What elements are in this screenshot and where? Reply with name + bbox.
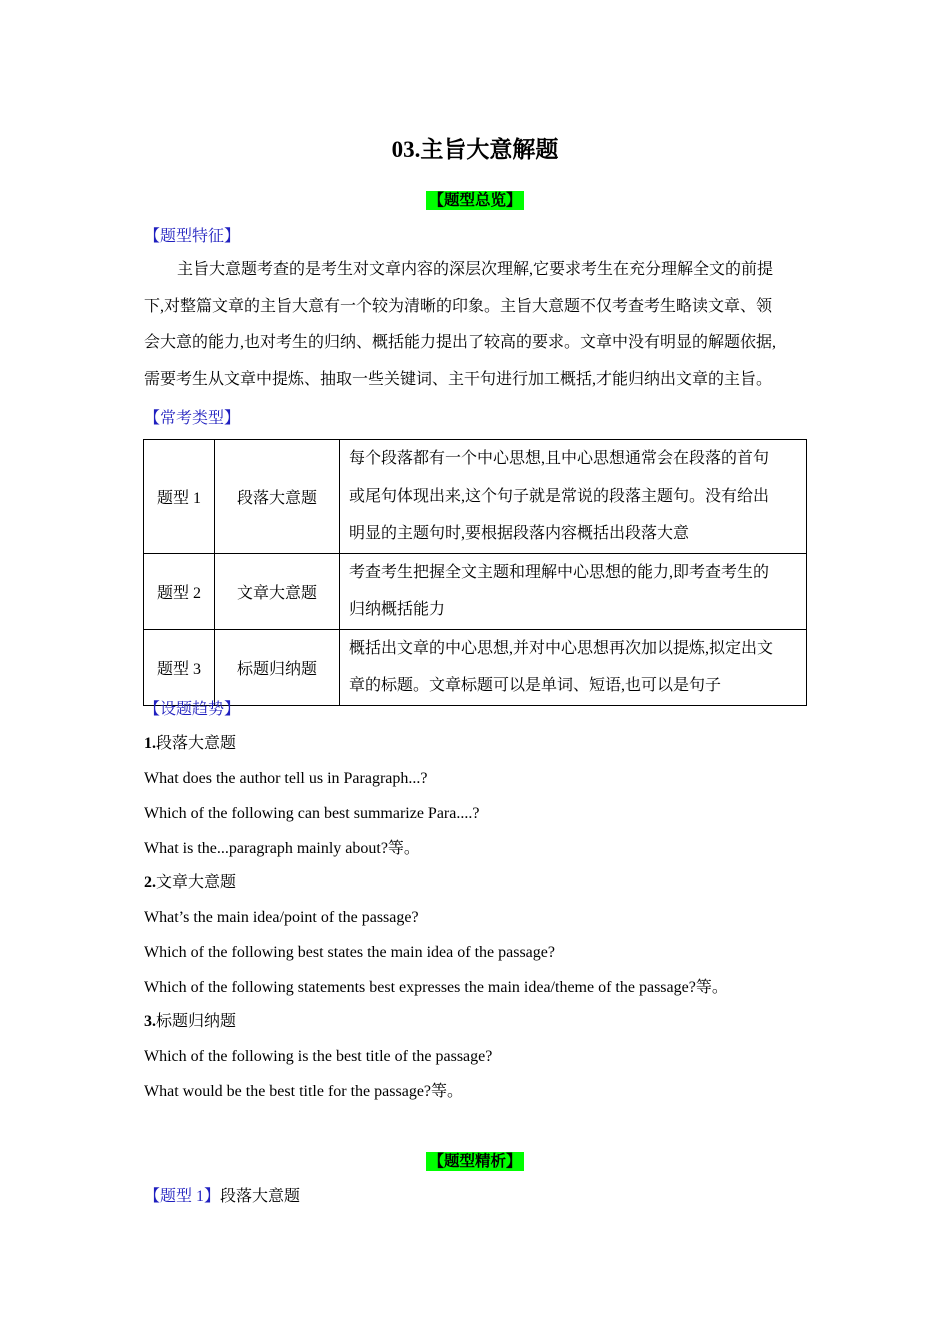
page-title: 03.主旨大意解题 <box>391 137 559 162</box>
trend-question: Which of the following can best summarize Para....? <box>144 805 480 822</box>
analysis-banner <box>0 1152 950 1172</box>
table-row <box>144 440 807 554</box>
trend-question: What would be the best title for the passage?等。 <box>144 1083 464 1100</box>
type-cell: 题型 2 <box>144 553 215 629</box>
trend-question: What’s the main idea/point of the passage? <box>144 909 419 926</box>
overview-banner <box>0 191 950 211</box>
type-cell: 题型 3 <box>144 629 215 705</box>
features-line: 主旨大意题考查的是考生对文章内容的深层次理解,它要求考生在充分理解全文的前提 <box>177 261 774 278</box>
trends-heading: 【设题趋势】 <box>144 701 241 718</box>
desc-line: 概括出文章的中心思想,并对中心思想再次加以提炼,拟定出文 <box>349 639 774 657</box>
trend-question: Which of the following statements best expresses the main idea/theme of the passage?等。 <box>144 979 728 996</box>
trend-number: 2. <box>144 874 156 891</box>
type-desc-cell <box>340 440 807 554</box>
features-line: 会大意的能力,也对考生的归纳、概括能力提出了较高的要求。文章中没有明显的解题依据, <box>144 334 777 351</box>
features-heading: 【题型特征】 <box>144 228 241 245</box>
desc-line: 归纳概括能力 <box>349 601 446 618</box>
desc-line: 明显的主题句时,要根据段落内容概括出段落大意 <box>349 525 690 542</box>
desc-line: 或尾句体现出来,这个句子就是常说的段落主题句。没有给出 <box>349 487 770 505</box>
type1-label: 段落大意题 <box>220 1188 301 1205</box>
type1-tag: 【题型 1】 <box>144 1188 221 1205</box>
common-types-heading: 【常考类型】 <box>144 410 241 427</box>
desc-line: 考查考生把握全文主题和理解中心思想的能力,即考查考生的 <box>349 563 770 581</box>
trend-number: 1. <box>144 735 156 752</box>
trend-question: Which of the following best states the main idea of the passage? <box>144 944 555 961</box>
trend-label: 段落大意题 <box>156 735 237 752</box>
trend-label: 文章大意题 <box>156 874 237 891</box>
trend-group-heading <box>144 1011 236 1033</box>
features-line: 下,对整篇文章的主旨大意有一个较为清晰的印象。主旨大意题不仅考查考生略读文章、领 <box>144 297 773 315</box>
type-name-cell: 标题归纳题 <box>215 629 340 705</box>
features-paragraph <box>144 252 808 398</box>
trend-number: 3. <box>144 1013 156 1030</box>
trend-group-heading <box>144 872 236 894</box>
common-types-table <box>143 439 807 706</box>
trend-question: What does the author tell us in Paragraph...? <box>144 770 428 787</box>
type-name-cell: 文章大意题 <box>215 553 340 629</box>
analysis-highlight: 【题型精析】 <box>428 1153 522 1170</box>
table-row <box>144 629 807 705</box>
trend-question: What is the...paragraph mainly about?等。 <box>144 840 420 857</box>
trend-question: Which of the following is the best title of the passage? <box>144 1048 493 1065</box>
type-name-cell: 段落大意题 <box>215 440 340 554</box>
trend-label: 标题归纳题 <box>156 1013 237 1030</box>
type1-heading <box>144 1186 300 1208</box>
type-desc-cell <box>340 629 807 705</box>
desc-line: 章的标题。文章标题可以是单词、短语,也可以是句子 <box>349 677 722 694</box>
desc-line: 每个段落都有一个中心思想,且中心思想通常会在段落的首句 <box>349 450 770 467</box>
features-line: 需要考生从文章中提炼、抽取一些关键词、主干句进行加工概括,才能归纳出文章的主旨。 <box>144 370 773 388</box>
trend-group-heading <box>144 733 236 755</box>
overview-highlight: 【题型总览】 <box>428 192 522 209</box>
table-row <box>144 553 807 629</box>
type-cell: 题型 1 <box>144 440 215 554</box>
type-desc-cell <box>340 553 807 629</box>
